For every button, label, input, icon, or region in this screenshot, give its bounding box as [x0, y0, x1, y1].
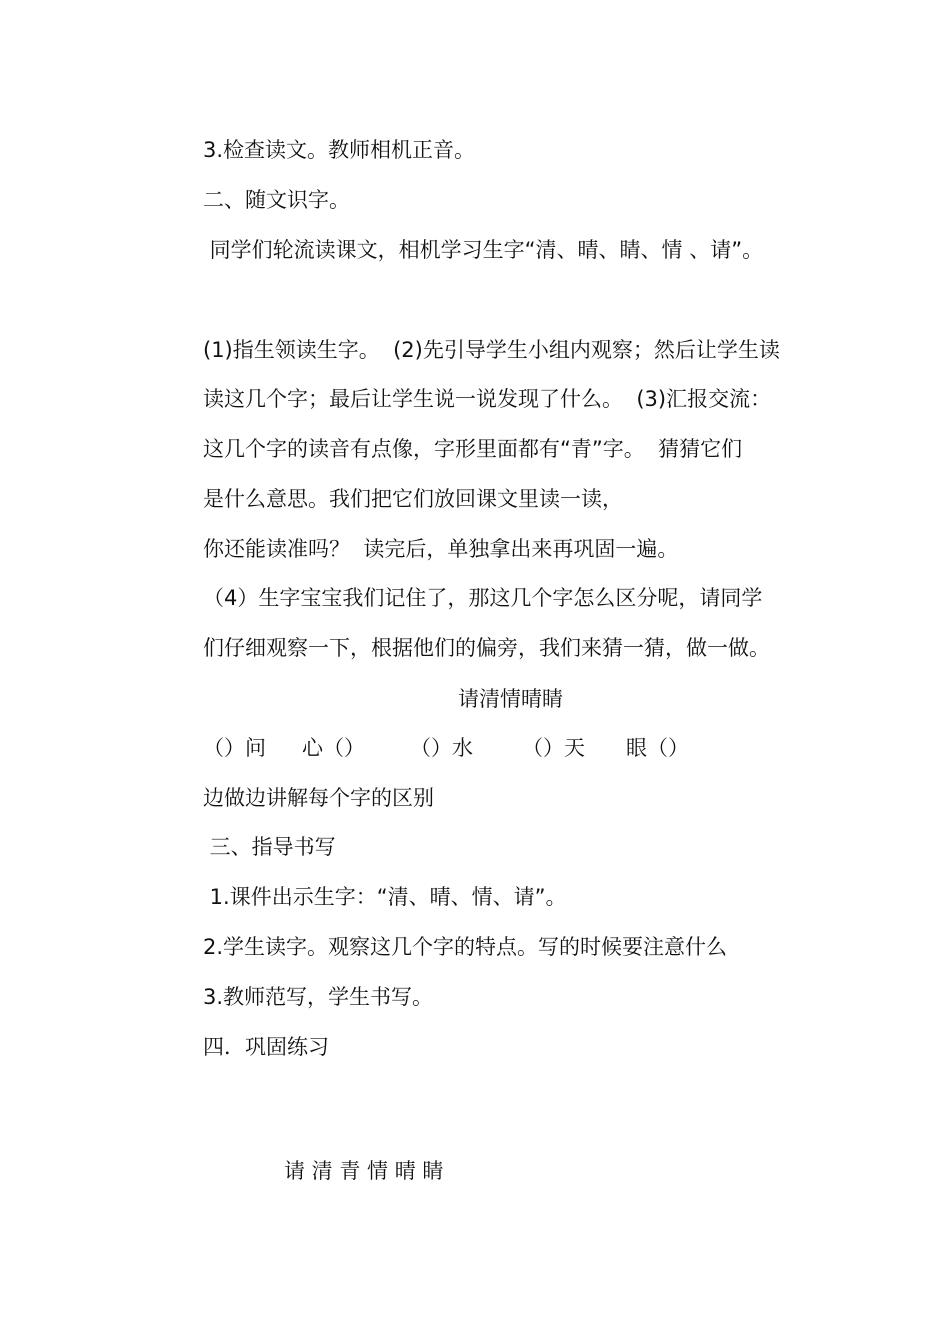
section-four-heading: 四．巩固练习 [203, 1035, 329, 1059]
paragraph-line-7: 们仔细观察一下，根据他们的偏旁，我们来猜一猜，做一做。 [203, 636, 770, 660]
paragraph-line-3: 这几个字的读音有点像，字形里面都有“青”字。 猜猜它们 [203, 437, 743, 461]
blank-item-xin: 心（） [302, 736, 365, 760]
blank-item-tian: （）天 [522, 736, 585, 760]
section-three-heading: 三、指导书写 [203, 835, 336, 859]
blank-item-shui: （）水 [410, 736, 473, 760]
character-list-centered: 请清情晴睛 [458, 687, 563, 711]
paragraph-line-4: 是什么意思。我们把它们放回课文里读一读， [203, 487, 623, 511]
blank-item-wen: （）问 [203, 736, 266, 760]
step-check-reading: 3.检查读文。教师相机正音。 [203, 138, 476, 162]
paragraph-line-5: 你还能读准吗？ 读完后，单独拿出来再巩固一遍。 [203, 537, 679, 561]
step-show-characters: 1.课件出示生字：“清、晴、情、请”。 [203, 885, 567, 909]
practice-character-list: 请 清 青 情 晴 睛 [284, 1159, 444, 1183]
step-students-read: 2.学生读字。观察这几个字的特点。写的时候要注意什么 [203, 935, 728, 959]
reading-intro: 同学们轮流读课文，相机学习生字“清、晴、睛、情 、请”。 [203, 238, 764, 262]
blank-item-yan: 眼（） [626, 736, 689, 760]
paragraph-line-6: （4）生字宝宝我们记住了，那这几个字怎么区分呢，请同学 [203, 586, 763, 610]
explain-difference: 边做边讲解每个字的区别 [203, 786, 434, 810]
paragraph-line-1: (1)指生领读生字。 (2)先引导学生小组内观察；然后让学生读 [203, 338, 780, 362]
paragraph-line-2: 读这几个字；最后让学生说一说发现了什么。 (3)汇报交流： [203, 387, 772, 411]
step-teacher-demo: 3.教师范写，学生书写。 [203, 985, 434, 1009]
section-two-heading: 二、随文识字。 [203, 188, 350, 212]
